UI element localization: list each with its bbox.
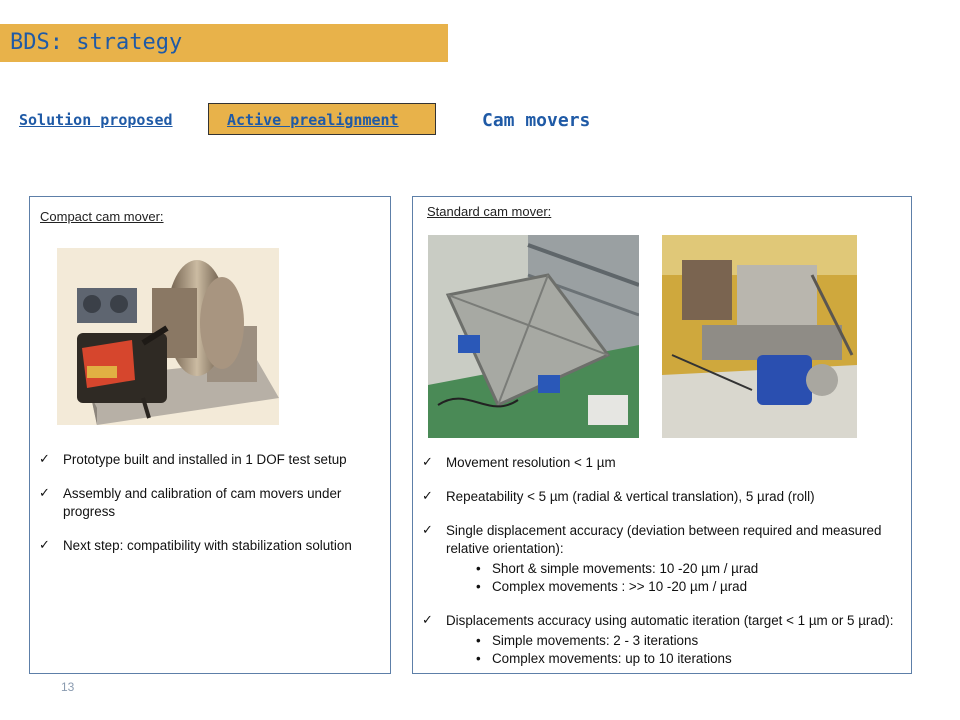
check-icon: ✓ <box>39 537 50 552</box>
sub-list-item: • Short & simple movements: 10 -20 µm / µrad <box>446 560 906 578</box>
list-item-text: Prototype built and installed in 1 DOF test setup <box>63 452 347 467</box>
list-item-text: Next step: compatibility with stabilization solution <box>63 538 352 553</box>
list-item <box>39 451 374 469</box>
list-item <box>422 454 906 472</box>
list-item <box>422 522 906 596</box>
sub-list-item: • Complex movements: up to 10 iterations <box>446 650 906 668</box>
list-item-text: Repeatability < 5 µm (radial & vertical translation), 5 µrad (roll) <box>446 489 815 504</box>
compact-cam-mover-photo <box>57 248 279 425</box>
list-item-text: Movement resolution < 1 µm <box>446 455 616 470</box>
check-icon: ✓ <box>39 485 50 500</box>
standard-cam-mover-photo-1 <box>428 235 639 438</box>
check-icon: ✓ <box>422 454 433 469</box>
sub-list <box>446 560 906 596</box>
sub-list <box>446 632 906 668</box>
list-item-text: Single displacement accuracy (deviation between required and measured relative orientation): <box>446 523 882 556</box>
check-icon: ✓ <box>422 612 433 627</box>
check-icon: ✓ <box>422 488 433 503</box>
list-item <box>422 488 906 506</box>
page-title: BDS: strategy <box>10 30 183 55</box>
sub-list-item: • Complex movements : >> 10 -20 µm / µrad <box>446 578 906 596</box>
list-item <box>39 485 374 521</box>
sub-list-item: • Simple movements: 2 - 3 iterations <box>446 632 906 650</box>
section-title: Cam movers <box>482 110 591 131</box>
panel-heading: Standard cam mover: <box>427 204 552 219</box>
standard-cam-mover-panel <box>412 196 912 674</box>
standard-cam-mover-photo-2 <box>662 235 857 438</box>
nav-link-active-prealignment[interactable]: Active prealignment <box>227 111 399 129</box>
page-number: 13 <box>61 680 75 694</box>
check-icon: ✓ <box>422 522 433 537</box>
title-bar <box>0 24 448 62</box>
list-item <box>422 612 906 668</box>
list-item-text: Displacements accuracy using automatic iteration (target < 1 µm or 5 µrad): <box>446 613 894 628</box>
list-item-text: Assembly and calibration of cam movers under progress <box>63 486 342 519</box>
panel-heading: Compact cam mover: <box>40 209 164 224</box>
standard-checklist <box>422 454 906 684</box>
check-icon: ✓ <box>39 451 50 466</box>
compact-cam-mover-panel <box>29 196 391 674</box>
nav-active-box <box>208 103 436 135</box>
nav-link-solution-proposed[interactable]: Solution proposed <box>19 111 173 129</box>
list-item <box>39 537 374 555</box>
compact-checklist <box>39 451 374 571</box>
